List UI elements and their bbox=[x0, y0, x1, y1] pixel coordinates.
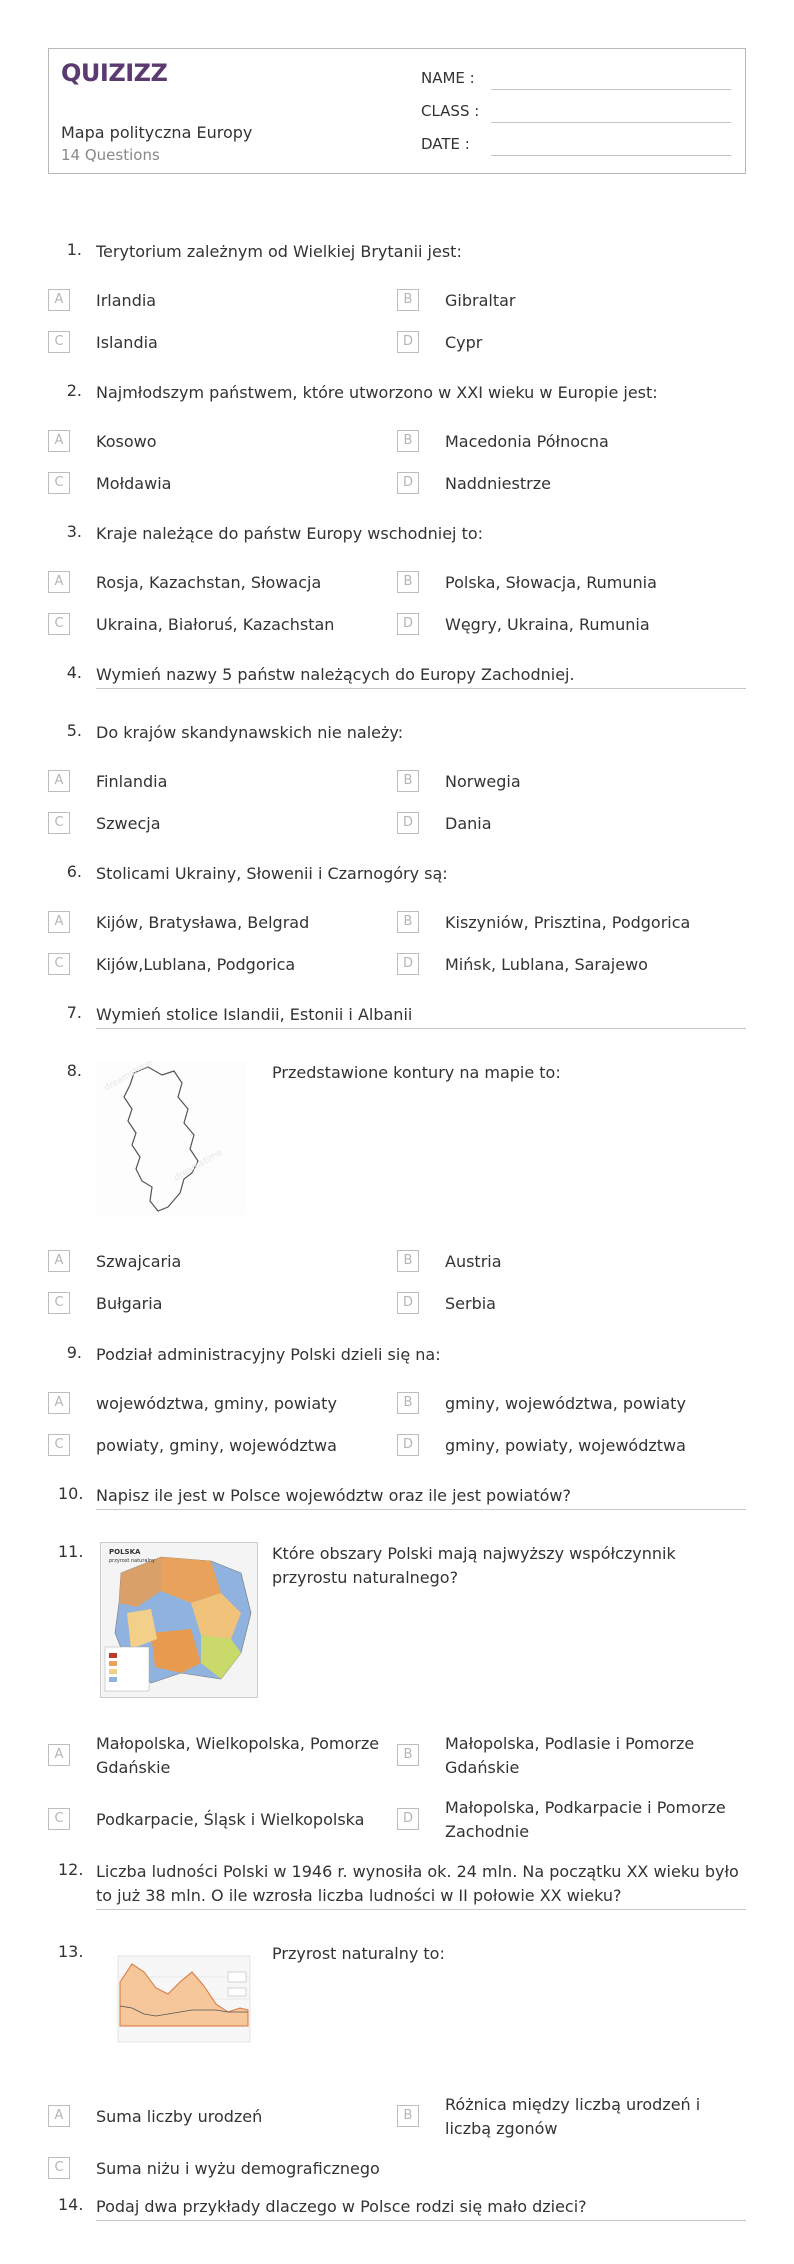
option-text: Małopolska, Wielkopolska, Pomorze Gdańskie bbox=[96, 1734, 380, 1777]
option-text: Małopolska, Podkarpacie i Pomorze Zachodnie bbox=[445, 1798, 726, 1841]
option-letter-box[interactable]: B bbox=[397, 1250, 419, 1272]
option-text: Różnica między liczbą urodzeń i liczbą zgonów bbox=[445, 2095, 701, 2138]
option-letter-box[interactable]: B bbox=[397, 430, 419, 452]
option-text: Małopolska, Podlasie i Pomorze Gdańskie bbox=[445, 1734, 695, 1777]
option-letter-box[interactable]: B bbox=[397, 911, 419, 933]
option-text: Bułgaria bbox=[96, 1294, 163, 1313]
option-text: Suma niżu i wyżu demograficznego bbox=[96, 2159, 380, 2178]
date-label: DATE : bbox=[421, 135, 470, 153]
serbia-outline-svg bbox=[96, 1061, 246, 1215]
poland-population-growth-map bbox=[100, 1542, 258, 1698]
question-text[interactable]: Wymień stolice Islandii, Estonii i Albanii bbox=[96, 1003, 746, 1029]
question-number: 3. bbox=[66, 522, 82, 541]
option-text: Rosja, Kazachstan, Słowacja bbox=[96, 573, 322, 592]
question-number: 1. bbox=[66, 240, 82, 259]
question-text: Najmłodszym państwem, które utworzono w XXI wieku w Europie jest: bbox=[96, 383, 658, 402]
option-letter-box[interactable]: C bbox=[48, 1808, 70, 1830]
question-text: Kraje należące do państw Europy wschodniej to: bbox=[96, 524, 484, 543]
question-number: 7. bbox=[66, 1003, 82, 1022]
option-letter-box[interactable]: D bbox=[397, 1292, 419, 1314]
question-text[interactable]: Napisz ile jest w Polsce województw oraz ile jest powiatów? bbox=[96, 1484, 746, 1510]
option-letter-box[interactable]: C bbox=[48, 2157, 70, 2179]
option-text: Mińsk, Lublana, Sarajewo bbox=[445, 955, 648, 974]
option-text: Węgry, Ukraina, Rumunia bbox=[445, 615, 650, 634]
option-letter-box[interactable]: B bbox=[397, 1392, 419, 1414]
option-letter-box[interactable]: D bbox=[397, 613, 419, 635]
question-number: 4. bbox=[66, 663, 82, 682]
option-text: Gibraltar bbox=[445, 291, 516, 310]
question-number: 11. bbox=[58, 1542, 84, 1561]
option-letter-box[interactable]: A bbox=[48, 1392, 70, 1414]
option-text: Mołdawia bbox=[96, 474, 172, 493]
option-letter-box[interactable]: A bbox=[48, 430, 70, 452]
option-letter-box[interactable]: A bbox=[48, 571, 70, 593]
option-letter-box[interactable]: B bbox=[397, 289, 419, 311]
option-letter-box[interactable]: D bbox=[397, 1808, 419, 1830]
option-letter-box[interactable]: C bbox=[48, 1434, 70, 1456]
map-subtitle: przyrost naturalny bbox=[109, 1558, 155, 1564]
option-text: Kiszyniów, Prisztina, Podgorica bbox=[445, 913, 691, 932]
question-text[interactable]: Wymień nazwy 5 państw należących do Europy Zachodniej. bbox=[96, 663, 746, 689]
question-text: Które obszary Polski mają najwyższy współczynnik przyrostu naturalnego? bbox=[272, 1544, 676, 1587]
name-label: NAME : bbox=[421, 69, 475, 87]
option-text: Kosowo bbox=[96, 432, 157, 451]
poland-map-svg bbox=[101, 1543, 257, 1697]
question-number: 5. bbox=[66, 721, 82, 740]
date-field[interactable] bbox=[421, 135, 731, 153]
option-text: Macedonia Północna bbox=[445, 432, 609, 451]
question-text: Stolicami Ukrainy, Słowenii i Czarnogóry są: bbox=[96, 864, 448, 883]
option-letter-box[interactable]: B bbox=[397, 571, 419, 593]
quizizz-logo: QUIZIZZ bbox=[61, 59, 168, 87]
date-line bbox=[491, 155, 731, 156]
question-text[interactable]: Liczba ludności Polski w 1946 r. wynosiła ok. 24 mln. Na początku XX wieku było to już 38 mln. O ile wzrosła liczba ludności w II połowie XX wieku? bbox=[96, 1860, 746, 1910]
option-letter-box[interactable]: C bbox=[48, 472, 70, 494]
option-letter-box[interactable]: D bbox=[397, 472, 419, 494]
option-text: Polska, Słowacja, Rumunia bbox=[445, 573, 657, 592]
option-letter-box[interactable]: A bbox=[48, 770, 70, 792]
option-text: Podkarpacie, Śląsk i Wielkopolska bbox=[96, 1810, 365, 1829]
option-letter-box[interactable]: C bbox=[48, 953, 70, 975]
option-text: Finlandia bbox=[96, 772, 168, 791]
option-letter-box[interactable]: C bbox=[48, 331, 70, 353]
option-letter-box[interactable]: A bbox=[48, 911, 70, 933]
option-text: Irlandia bbox=[96, 291, 157, 310]
svg-text:dreamstime: dreamstime bbox=[102, 1061, 155, 1094]
option-text: Suma liczby urodzeń bbox=[96, 2107, 263, 2126]
class-field[interactable] bbox=[421, 102, 731, 120]
option-text: Szwecja bbox=[96, 814, 161, 833]
option-text: gminy, powiaty, województwa bbox=[445, 1436, 686, 1455]
population-growth-chart bbox=[98, 1942, 256, 2060]
option-letter-box[interactable]: A bbox=[48, 2105, 70, 2127]
question-number: 10. bbox=[58, 1484, 84, 1503]
serbia-outline-map bbox=[96, 1061, 246, 1215]
option-text: Ukraina, Białoruś, Kazachstan bbox=[96, 615, 335, 634]
class-line bbox=[491, 122, 731, 123]
option-text: powiaty, gminy, województwa bbox=[96, 1436, 337, 1455]
worksheet-title: Mapa polityczna Europy bbox=[61, 123, 253, 142]
question-number: 9. bbox=[66, 1343, 82, 1362]
option-letter-box[interactable]: D bbox=[397, 953, 419, 975]
question-number: 13. bbox=[58, 1942, 84, 1961]
option-letter-box[interactable]: D bbox=[397, 331, 419, 353]
option-text: Austria bbox=[445, 1252, 502, 1271]
question-text: Terytorium zależnym od Wielkiej Brytanii jest: bbox=[96, 242, 462, 261]
option-text: Cypr bbox=[445, 333, 483, 352]
option-text: Kijów, Bratysława, Belgrad bbox=[96, 913, 310, 932]
question-number: 12. bbox=[58, 1860, 84, 1879]
question-text: Przyrost naturalny to: bbox=[272, 1944, 445, 1963]
svg-text:dreamstime: dreamstime bbox=[172, 1147, 225, 1184]
question-text: Do krajów skandynawskich nie należy: bbox=[96, 723, 404, 742]
option-letter-box[interactable]: B bbox=[397, 1744, 419, 1766]
option-text: Norwegia bbox=[445, 772, 521, 791]
question-count: 14 Questions bbox=[61, 146, 160, 164]
option-text: gminy, województwa, powiaty bbox=[445, 1394, 686, 1413]
option-letter-box[interactable]: A bbox=[48, 1744, 70, 1766]
option-text: Serbia bbox=[445, 1294, 496, 1313]
map-title: POLSKA bbox=[109, 1548, 141, 1556]
option-letter-box[interactable]: C bbox=[48, 613, 70, 635]
question-text[interactable]: Podaj dwa przykłady dlaczego w Polsce rodzi się mało dzieci? bbox=[96, 2195, 746, 2221]
question-text: Podział administracyjny Polski dzieli się na: bbox=[96, 1345, 441, 1364]
class-label: CLASS : bbox=[421, 102, 480, 120]
option-letter-box[interactable]: C bbox=[48, 812, 70, 834]
question-number: 6. bbox=[66, 862, 82, 881]
option-text: Dania bbox=[445, 814, 492, 833]
option-letter-box[interactable]: B bbox=[397, 2105, 419, 2127]
option-text: Islandia bbox=[96, 333, 158, 352]
question-number: 14. bbox=[58, 2195, 84, 2214]
option-letter-box[interactable]: A bbox=[48, 289, 70, 311]
question-number: 2. bbox=[66, 381, 82, 400]
option-text: Kijów,Lublana, Podgorica bbox=[96, 955, 296, 974]
worksheet-header bbox=[48, 48, 746, 174]
option-letter-box[interactable]: D bbox=[397, 812, 419, 834]
option-letter-box[interactable]: A bbox=[48, 1250, 70, 1272]
name-line bbox=[491, 89, 731, 90]
population-growth-svg bbox=[98, 1942, 256, 2060]
option-letter-box[interactable]: C bbox=[48, 1292, 70, 1314]
option-letter-box[interactable]: D bbox=[397, 1434, 419, 1456]
option-text: Naddniestrze bbox=[445, 474, 551, 493]
question-number: 8. bbox=[66, 1061, 82, 1080]
option-text: Szwajcaria bbox=[96, 1252, 182, 1271]
name-field[interactable] bbox=[421, 69, 731, 87]
option-text: województwa, gminy, powiaty bbox=[96, 1394, 337, 1413]
option-letter-box[interactable]: B bbox=[397, 770, 419, 792]
question-text: Przedstawione kontury na mapie to: bbox=[272, 1063, 561, 1082]
